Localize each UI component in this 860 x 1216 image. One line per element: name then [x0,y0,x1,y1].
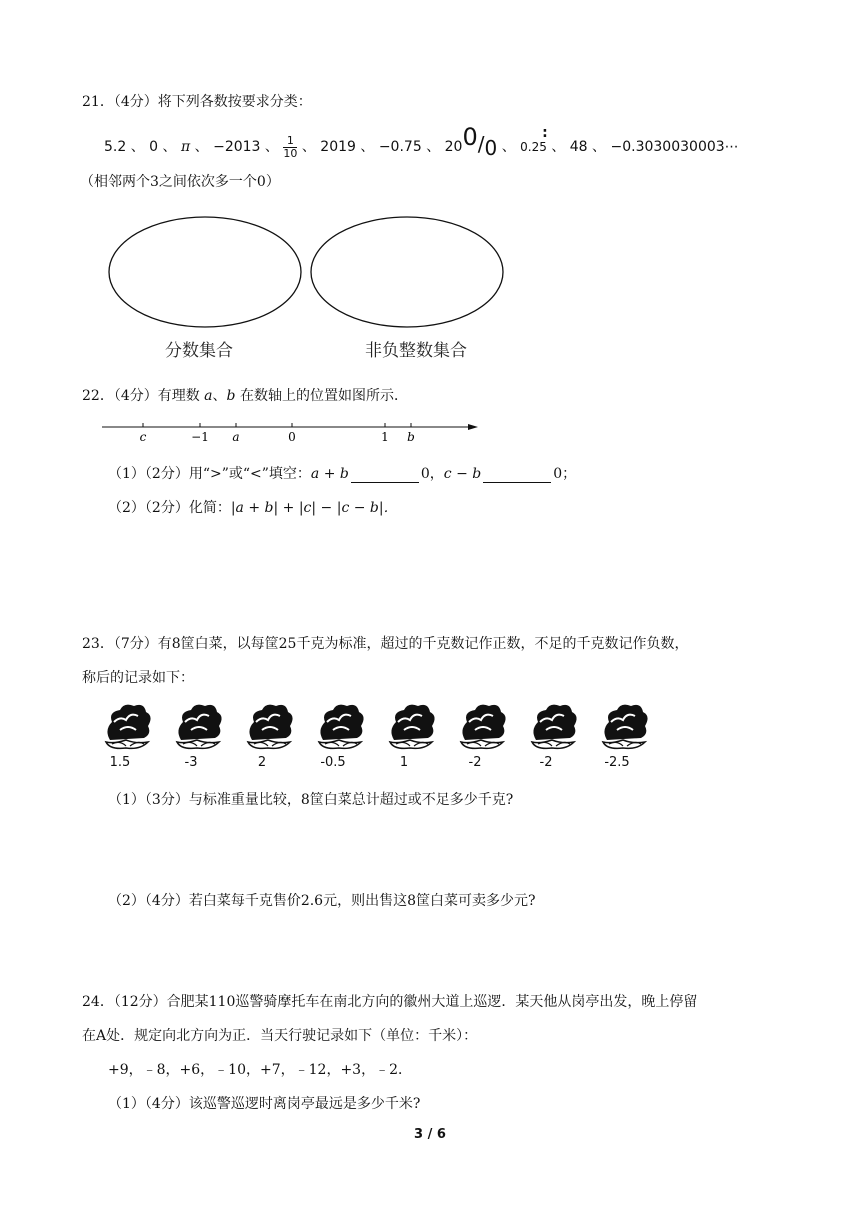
cabbage-item [526,700,582,775]
q23-part1: （1）（3分）与标准重量比较，8筐白菜总计超过或不足多少千克? [108,792,514,808]
cabbage-icon [171,700,227,752]
q21-number: 48 [569,139,588,155]
axis-label-c: c [139,430,147,444]
cabbage-icon [100,700,156,752]
q24-heading-line2: 在A处．规定向北方向为正．当天行驶记录如下（单位：千米）： [82,1028,478,1044]
cabbage-weight-label: 1 [399,755,409,770]
cabbage-weight-label: -2.5 [604,755,630,770]
set-ellipses [100,212,520,332]
cabbage-weight-label: -0.5 [320,755,346,770]
cabbage-item [384,700,440,775]
cabbage-item [100,700,156,775]
number-line [98,416,488,446]
q24-heading-line1: 24．（12分）合肥某110巡警骑摩托车在南北方向的徽州大道上巡逻．某天他从岗亭出发，晚上停留 [82,994,698,1010]
q21-number: 2019 [320,139,356,155]
answer-blank[interactable] [483,469,551,483]
cabbage-item [242,700,298,775]
q21-number: −2013 [213,139,261,155]
q23-part2: （2）（4分）若白菜每千克售价2.6元，则出售这8筐白菜可卖多少元? [108,893,536,909]
q21-number: −0.3030030003⋯ [610,139,739,155]
axis-label-1: 1 [381,430,389,444]
q24-records: +9，﹣8，+6，﹣10，+7，﹣12，+3，﹣2． [108,1062,412,1078]
q24-part1: （1）（4分）该巡警巡逻时离岗亭最远是多少千米? [108,1096,421,1112]
cabbage-item [597,700,653,775]
q22-part1: （1）（2分）用“>”或“<”填空：a + b 0，c − b 0； [108,466,577,482]
q21-number-percent: 200/0 [444,123,498,160]
nonneg-integer-set-ellipse [311,217,503,327]
axis-label-0: 0 [288,430,296,444]
axis-label-a: a [232,430,240,444]
page-number: 3 / 6 [414,1127,446,1142]
axis-label-b: b [407,430,415,444]
nonneg-integer-set-label: 非负整数集合 [365,341,467,361]
cabbage-item [455,700,511,775]
cabbage-row [100,700,680,775]
cabbage-item [171,700,227,775]
cabbage-icon [526,700,582,752]
q21-note: （相邻两个3之间依次多一个0） [80,174,280,190]
q23-heading-line1: 23．（7分）有8筐白菜，以每筐25千克为标准，超过的千克数记作正数，不足的千克数记作负数， [82,636,689,652]
fraction-set-label: 分数集合 [165,341,233,361]
cabbage-item [313,700,369,775]
q21-number: 5.2 [104,139,127,155]
cabbage-icon [384,700,440,752]
cabbage-icon [455,700,511,752]
cabbage-weight-label: -2 [539,755,553,770]
cabbage-icon [242,700,298,752]
q21-number-repeating: : 0.25 [520,125,548,154]
cabbage-icon [597,700,653,752]
q21-number: −0.75 [378,139,422,155]
q21-fraction: $\frac{1}{10}$ [283,133,298,160]
q23-heading-line2: 称后的记录如下： [82,670,194,686]
arrow-icon [468,424,478,430]
cabbage-weight-label: 1.5 [109,755,131,770]
answer-blank[interactable] [351,469,419,483]
cabbage-weight-label: -3 [184,755,198,770]
q21-number-pi: π [181,139,191,155]
q22-part2: （2）（2分）化简：|a + b| + |c| − |c − b|． [108,500,398,516]
q22-heading: 22．（4分）有理数 a、b 在数轴上的位置如图所示． [82,388,408,404]
q21-heading: 21．（4分）将下列各数按要求分类： [82,94,312,110]
cabbage-weight-label: -2 [468,755,482,770]
axis-label-neg1: −1 [191,430,209,444]
q21-number-list: 5.2 、 0 、 π 、 −2013 、 $\frac{1}{10}$ 、 2019 、 −0.75 、 200/0 、 : 0.25 、 48 、 −0.3030030003⋯ [104,126,739,160]
q21-number: 0 [149,139,159,155]
cabbage-weight-label: 2 [257,755,267,770]
cabbage-icon [313,700,369,752]
fraction-set-ellipse [109,217,301,327]
